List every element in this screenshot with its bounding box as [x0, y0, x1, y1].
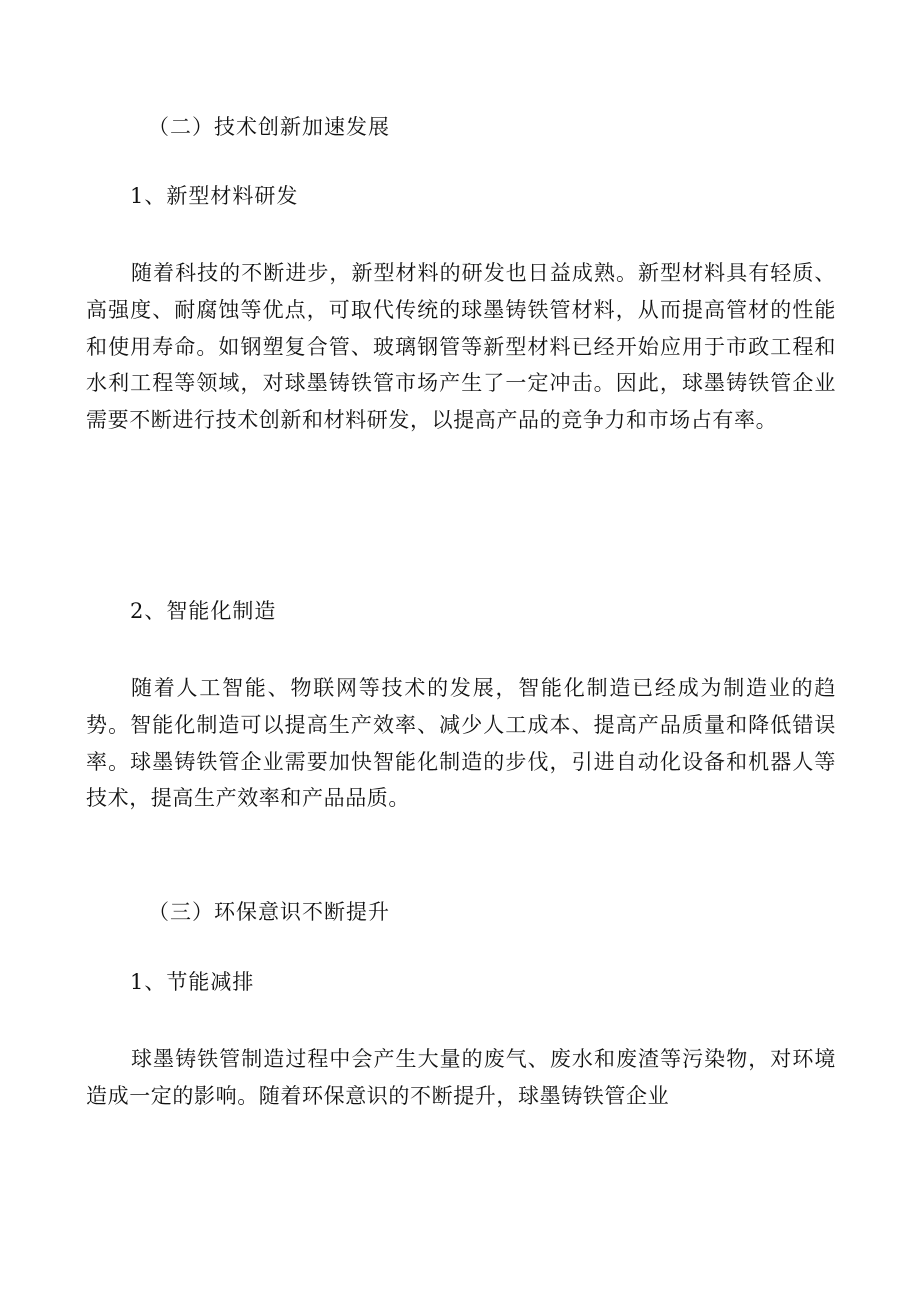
paragraph-smart-manufacturing: 随着人工智能、物联网等技术的发展，智能化制造已经成为制造业的趋势。智能化制造可以提高生产效率、减少人工成本、提高产品质量和降低错误率。球墨铸铁管企业需要加快智能化制造的步伐，引进自动化设备和机器人等技术，提高生产效率和产品品质。: [86, 676, 836, 811]
subheading-energy-saving: 1、节能减排: [130, 970, 255, 994]
paragraph-energy-saving: 球墨铸铁管制造过程中会产生大量的废气、废水和废渣等污染物，对环境造成一定的影响。随着环保意识的不断提升，球墨铸铁管企业: [86, 1047, 836, 1108]
section-heading-environmental-awareness: （三）环保意识不断提升: [148, 900, 390, 924]
paragraph-new-materials: 随着科技的不断进步，新型材料的研发也日益成熟。新型材料具有轻质、高强度、耐腐蚀等优点，可取代传统的球墨铸铁管材料，从而提高管材的性能和使用寿命。如钢塑复合管、玻璃钢管等新型材料已经开始应用于市政工程和水利工程等领域，对球墨铸铁管市场产生了一定冲击。因此，球墨铸铁管企业需要不断进行技术创新和材料研发，以提高产品的竞争力和市场占有率。: [86, 261, 836, 433]
section-heading-tech-innovation: （二）技术创新加速发展: [148, 115, 390, 139]
subheading-new-materials: 1、新型材料研发: [130, 184, 299, 208]
subheading-smart-manufacturing: 2、智能化制造: [130, 599, 277, 623]
